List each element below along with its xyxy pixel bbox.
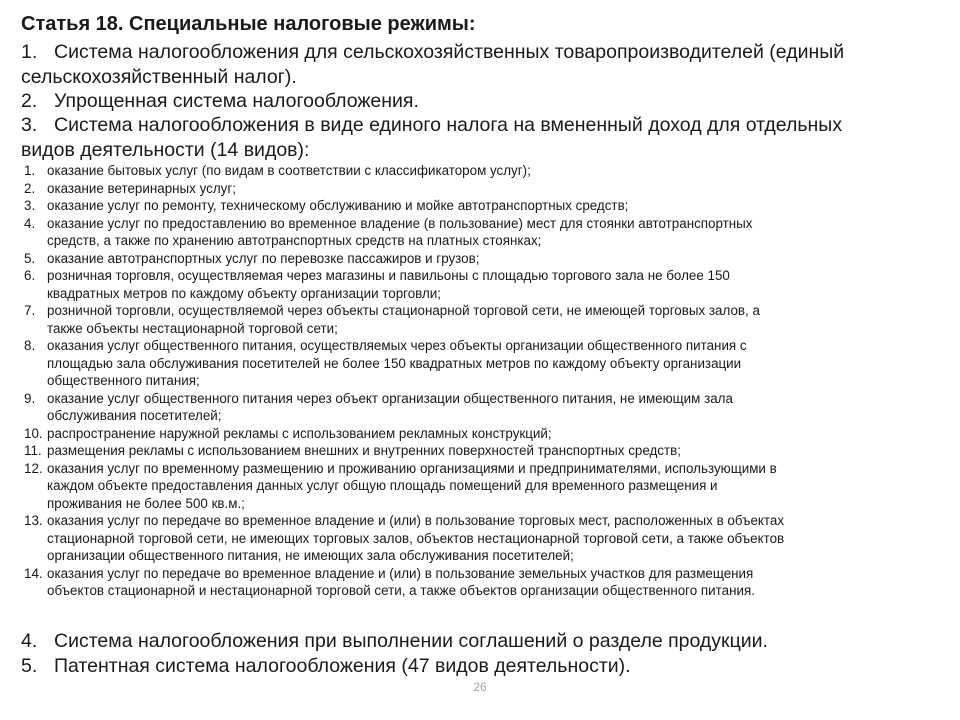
list-item-number: 10. [24, 425, 43, 441]
list-item [21, 460, 941, 513]
list-item [21, 512, 941, 565]
list-item-text: розничная торговля, осуществляемая через магазины и павильоны с площадью торгового зала не более 150 [47, 268, 730, 283]
list-item-text: средств, а также по хранению автотранспортных средств на платных стоянках; [47, 233, 542, 248]
major-item-text: Упрощенная система налогообложения. [54, 90, 419, 112]
list-item [21, 215, 941, 250]
list-item-text: квадратных метров по каждому объекту организации торговли; [47, 285, 442, 301]
list-item-number: 2. [24, 180, 36, 196]
list-item [21, 442, 941, 460]
list-item-text: оказание автотранспортных услуг по перевозке пассажиров и грузов; [47, 250, 480, 266]
list-item-number: 13. [24, 513, 43, 528]
major-item-text: сельскохозяйственный налог). [21, 66, 297, 88]
list-item [21, 425, 941, 443]
major-item-number: 3. [21, 114, 38, 136]
list-item [21, 180, 941, 198]
major-item-4 [21, 629, 941, 654]
major-item-text: Патентная система налогообложения (47 видов деятельности). [54, 655, 631, 677]
list-item-text: распространение наружной рекламы с использованием рекламных конструкций; [47, 425, 552, 441]
list-item-text: также объекты нестационарной торговой сети; [47, 320, 338, 336]
list-item-text: оказание услуг общественного питания через объект организации общественного питания, не имеющим зала [47, 390, 733, 406]
major-item-text: Система налогообложения при выполнении соглашений о разделе продукции. [54, 630, 768, 652]
list-item-text: размещения рекламы с использованием внешних и внутренних поверхностей транспортных средств; [47, 443, 681, 458]
list-item-number: 9. [24, 390, 36, 406]
list-item-text: оказание услуг по предоставлению во временное владение (в пользование) мест для стоянки автотранспортных [47, 215, 753, 231]
list-item-text: оказание услуг по ремонту, техническому обслуживанию и мойке автотранспортных средств; [47, 198, 629, 213]
major-item-3 [21, 113, 941, 163]
list-item-text: объектов стационарной и нестационарной торговой сети, а также объектов организации общественного питания. [47, 583, 755, 598]
list-item-text: оказание бытовых услуг (по видам в соответствии с классификатором услуг); [47, 163, 531, 178]
list-item [21, 162, 941, 180]
list-item-text: площадью зала обслуживания посетителей не более 150 квадратных метров по каждому объекту организации [47, 355, 742, 371]
list-item-number: 11. [24, 443, 42, 458]
list-item-text: оказание ветеринарных услуг; [47, 180, 236, 196]
list-item-number: 8. [24, 338, 36, 353]
list-item [21, 250, 941, 268]
list-item-text: общественного питания; [47, 373, 200, 388]
major-item-number: 5. [21, 655, 38, 677]
list-item-number: 6. [24, 268, 36, 283]
list-item-text: оказания услуг по временному размещению и проживанию организациями и предпринимателями, использующими в [47, 460, 777, 476]
list-item [21, 337, 941, 390]
list-item [21, 565, 941, 600]
list-item-text: оказания услуг по передаче во временное владение и (или) в пользование торговых мест, расположенных в объектах [47, 513, 785, 528]
list-item-number: 4. [24, 215, 36, 231]
activity-list [21, 162, 941, 600]
list-item-number: 1. [24, 163, 36, 178]
list-item [21, 197, 941, 215]
list-item-text: проживания не более 500 кв.м.; [47, 495, 245, 511]
list-item-text: обслуживания посетителей; [47, 408, 222, 423]
major-item-text: Система налогообложения в виде единого налога на вмененный доход для отдельных [54, 114, 843, 136]
major-item-2 [21, 89, 941, 114]
list-item-text: стационарной торговой сети, не имеющих торговых залов, объектов нестационарной торговой сети, а также объектов [47, 530, 785, 546]
page-title: Статья 18. Специальные налоговые режимы: [21, 13, 476, 35]
list-item-number: 5. [24, 250, 36, 266]
major-item-number: 2. [21, 90, 38, 112]
list-item-text: розничной торговли, осуществляемой через объекты стационарной торговой сети, не имеющей торговых залов, а [47, 303, 760, 318]
list-item-number: 12. [24, 460, 43, 476]
list-item-text: каждом объекте предоставления данных услуг общую площадь помещений для временного размещения и [47, 478, 718, 493]
major-item-number: 4. [21, 630, 38, 652]
list-item-number: 7. [24, 303, 36, 318]
major-item-text: видов деятельности (14 видов): [21, 139, 310, 161]
major-item-number: 1. [21, 41, 38, 63]
list-item [21, 302, 941, 337]
list-item-text: организации общественного питания, не имеющих зала обслуживания посетителей; [47, 548, 574, 563]
major-item-1 [21, 40, 941, 90]
list-item-number: 3. [24, 198, 36, 213]
list-item [21, 390, 941, 425]
list-item-number: 14. [24, 565, 43, 581]
list-item-text: оказания услуг общественного питания, осуществляемых через объекты организации общественного питания с [47, 338, 747, 353]
list-item-text: оказания услуг по передаче во временное владение и (или) в пользование земельных участков для размещения [47, 565, 754, 581]
list-item [21, 267, 941, 302]
major-item-5 [21, 654, 941, 679]
major-item-text: Система налогообложения для сельскохозяйственных товаропроизводителей (единый [54, 41, 845, 63]
page-number: 26 [473, 680, 487, 694]
